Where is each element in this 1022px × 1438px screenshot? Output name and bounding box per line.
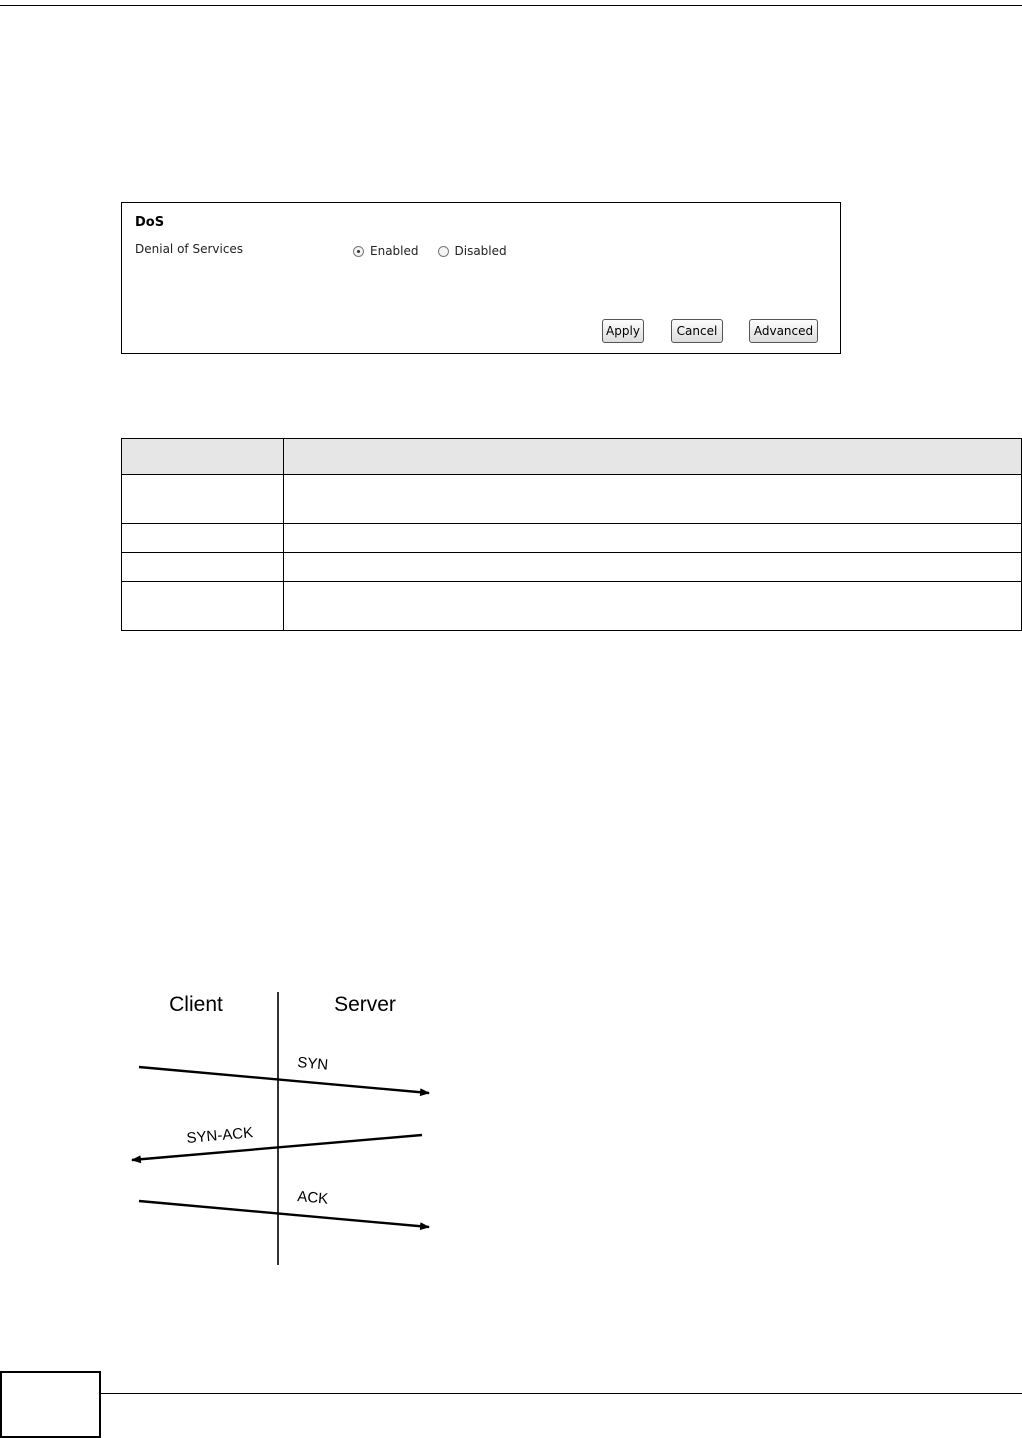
header-rule bbox=[0, 5, 1022, 6]
apply-button[interactable]: Apply bbox=[602, 319, 644, 343]
table-cell bbox=[122, 475, 284, 524]
table-header-cell bbox=[284, 439, 1022, 475]
ack-arrow bbox=[139, 1201, 429, 1227]
handshake-diagram bbox=[120, 985, 450, 1275]
disabled-radio-label: Disabled bbox=[454, 244, 507, 258]
table-row bbox=[122, 553, 1022, 582]
table-cell bbox=[284, 553, 1022, 582]
table-cell bbox=[284, 475, 1022, 524]
dos-radio-group bbox=[353, 244, 526, 258]
syn-ack-label: SYN-ACK bbox=[185, 1124, 254, 1147]
syn-arrow bbox=[139, 1067, 429, 1093]
dos-settings-panel bbox=[121, 202, 841, 354]
ack-label: ACK bbox=[296, 1188, 329, 1208]
field-description-table bbox=[121, 438, 1022, 631]
syn-label: SYN bbox=[296, 1054, 329, 1074]
table-cell bbox=[122, 582, 284, 631]
page-number-box bbox=[0, 1371, 101, 1438]
footer-rule bbox=[100, 1393, 1022, 1394]
radio-checked-icon[interactable] bbox=[353, 246, 364, 257]
client-label: Client bbox=[169, 993, 223, 1016]
cancel-button[interactable]: Cancel bbox=[671, 319, 723, 343]
advanced-button[interactable]: Advanced bbox=[749, 319, 818, 343]
server-label: Server bbox=[334, 993, 396, 1016]
table-row bbox=[122, 475, 1022, 524]
dos-title: DoS bbox=[135, 215, 165, 230]
table-cell bbox=[284, 524, 1022, 553]
table-row bbox=[122, 582, 1022, 631]
table-cell bbox=[122, 524, 284, 553]
table-header-cell bbox=[122, 439, 284, 475]
table-row bbox=[122, 524, 1022, 553]
table-cell bbox=[284, 582, 1022, 631]
disabled-radio[interactable] bbox=[438, 244, 507, 258]
table-cell bbox=[122, 553, 284, 582]
table-header-row bbox=[122, 439, 1022, 475]
radio-unchecked-icon[interactable] bbox=[438, 246, 449, 257]
enabled-radio[interactable] bbox=[353, 244, 419, 258]
enabled-radio-label: Enabled bbox=[370, 244, 419, 258]
denial-of-services-label: Denial of Services bbox=[135, 242, 244, 256]
